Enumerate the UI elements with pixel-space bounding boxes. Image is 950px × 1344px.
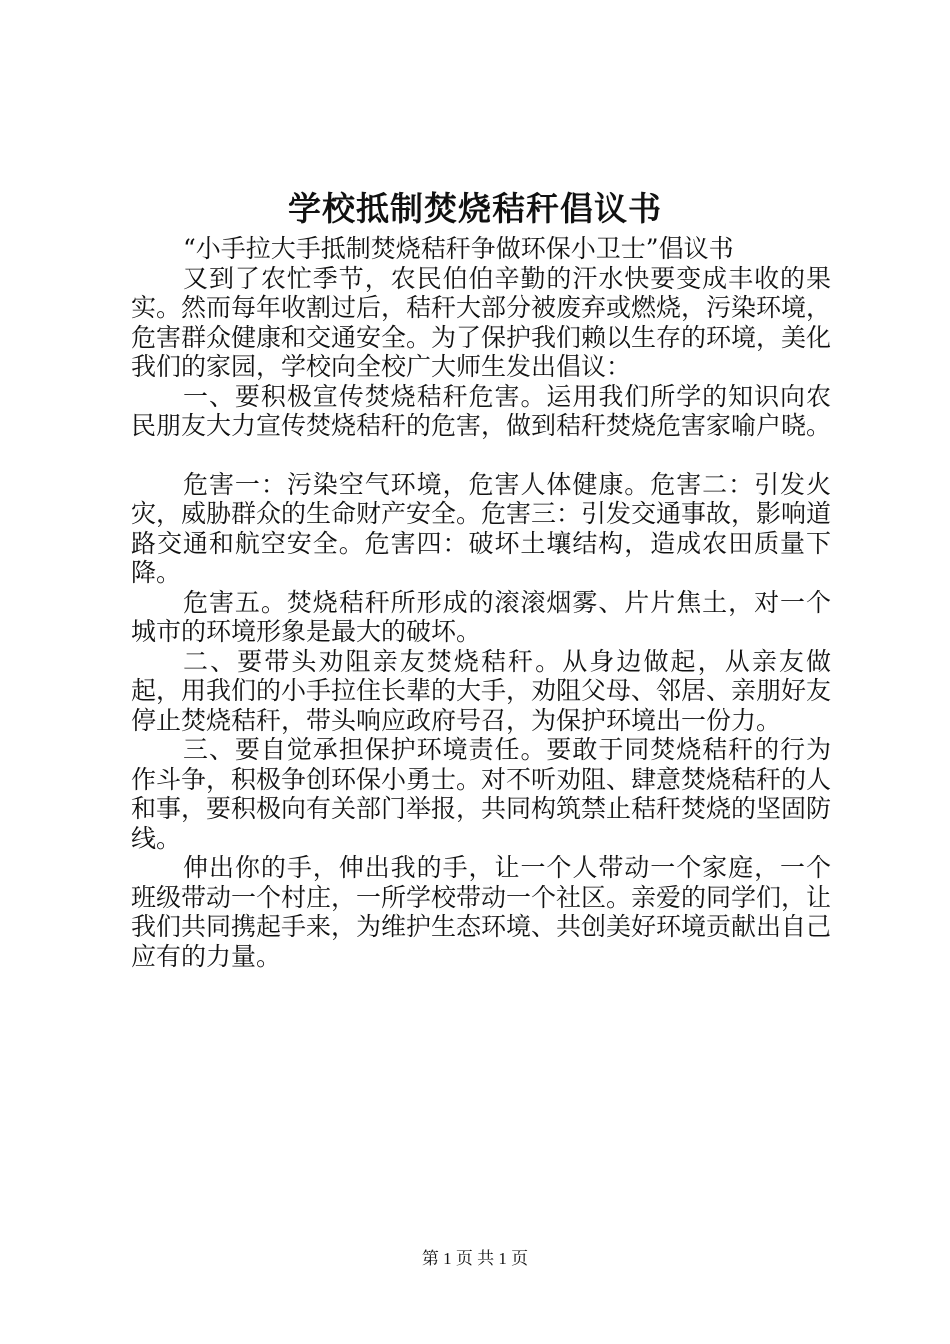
- document-body: [131, 234, 831, 971]
- subtitle-paragraph: “小手拉大手抵制焚烧秸秆争做环保小卫士”倡议书: [183, 234, 734, 263]
- hazards-paragraph: 危害一：污染空气环境，危害人体健康。危害二：引发火灾，威胁群众的生命财产安全。危害三：引发交通事故，影响道路交通和航空安全。危害四：破坏土壤结构，造成农田质量下降。: [131, 469, 832, 587]
- hazard-five-paragraph: 危害五。焚烧秸秆所形成的滚滚烟雾、片片焦土，对一个城市的环境形象是最大的破坏。: [131, 587, 831, 646]
- closing-paragraph: 伸出你的手，伸出我的手，让一个人带动一个家庭，一个班级带动一个村庄，一所学校带动一个社区。亲爱的同学们，让我们共同携起手来，为维护生态环境、共创美好环境贡献出自己应有的力量。: [131, 853, 832, 971]
- paragraph-gap: [131, 441, 831, 470]
- page-footer: 第 1 页 共 1 页: [421, 1249, 529, 1268]
- document-title: 学校抵制焚烧秸秆倡议书: [288, 189, 662, 228]
- point-two-paragraph: 二、要带头劝阻亲友焚烧秸秆。从身边做起，从亲友做起，用我们的小手拉住长辈的大手，劝阻父母、邻居、亲朋好友停止焚烧秸秆，带头响应政府号召，为保护环境出一份力。: [131, 646, 832, 735]
- point-three-paragraph: 三、要自觉承担保护环境责任。要敢于同焚烧秸秆的行为作斗争，积极争创环保小勇士。对不听劝阻、肆意焚烧秸秆的人和事，要积极向有关部门举报，共同构筑禁止秸秆焚烧的坚固防线。: [131, 735, 832, 853]
- intro-paragraph: 又到了农忙季节，农民伯伯辛勤的汗水快要变成丰收的果实。然而每年收割过后，秸秆大部分被废弃或燃烧，污染环境，危害群众健康和交通安全。为了保护我们赖以生存的环境，美化我们的家园，学校向全校广大师生发出倡议：: [131, 263, 832, 381]
- point-one-paragraph: 一、要积极宣传焚烧秸秆危害。运用我们所学的知识向农民朋友大力宣传焚烧秸秆的危害，做到秸秆焚烧危害家喻户晓。: [131, 381, 832, 440]
